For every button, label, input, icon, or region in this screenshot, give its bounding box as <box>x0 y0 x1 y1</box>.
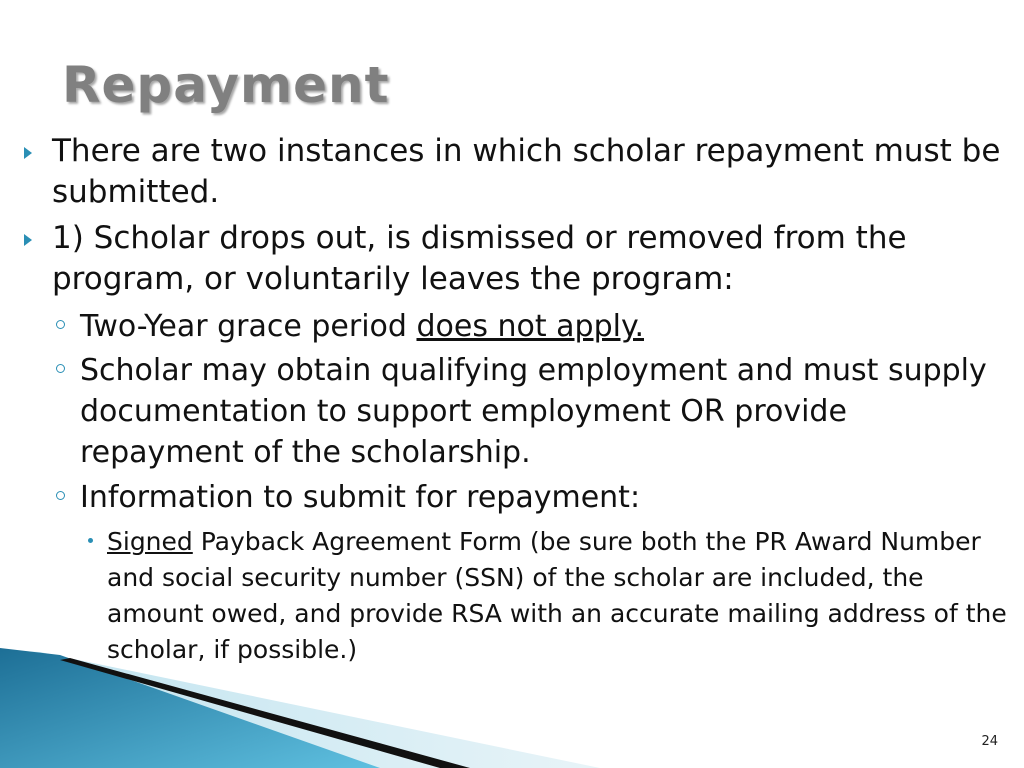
sub-bullet-1-text: Two-Year grace period <box>80 309 417 344</box>
bullet-1: There are two instances in which scholar repayment must be submitted. <box>52 133 1001 210</box>
sub-bullet-3: Information to submit for repayment: <box>80 480 641 515</box>
sub-bullet-1-underlined: does not apply. <box>416 309 644 344</box>
sub-bullet-1 <box>80 306 1000 347</box>
sub-bullet-ring-icon <box>56 491 65 500</box>
bullet-arrow-icon <box>24 234 32 246</box>
sub-sub-bullet-1 <box>107 524 1012 668</box>
sub-bullet-2: Scholar may obtain qualifying employment and must supply documentation to support employment OR provide repayment of the scholarship. <box>80 353 987 470</box>
slide-title: Repayment <box>62 56 390 114</box>
page-number: 24 <box>981 734 998 749</box>
sub-sub-bullet-1-underlined: Signed <box>107 527 193 556</box>
sub-bullet-ring-icon <box>56 320 65 329</box>
sub-sub-bullet-dot-icon <box>88 538 93 543</box>
sub-sub-bullet-1-text: Payback Agreement Form (be sure both the PR Award Number and social security number (SSN) of the scholar are included, the amount owed, and provide RSA with an accurate mailing address of the scholar, if possible.) <box>107 527 1007 664</box>
sub-bullet-ring-icon <box>56 364 65 373</box>
bullet-2: 1) Scholar drops out, is dismissed or removed from the program, or voluntarily leaves the program: <box>52 220 907 297</box>
bullet-arrow-icon <box>24 147 32 159</box>
